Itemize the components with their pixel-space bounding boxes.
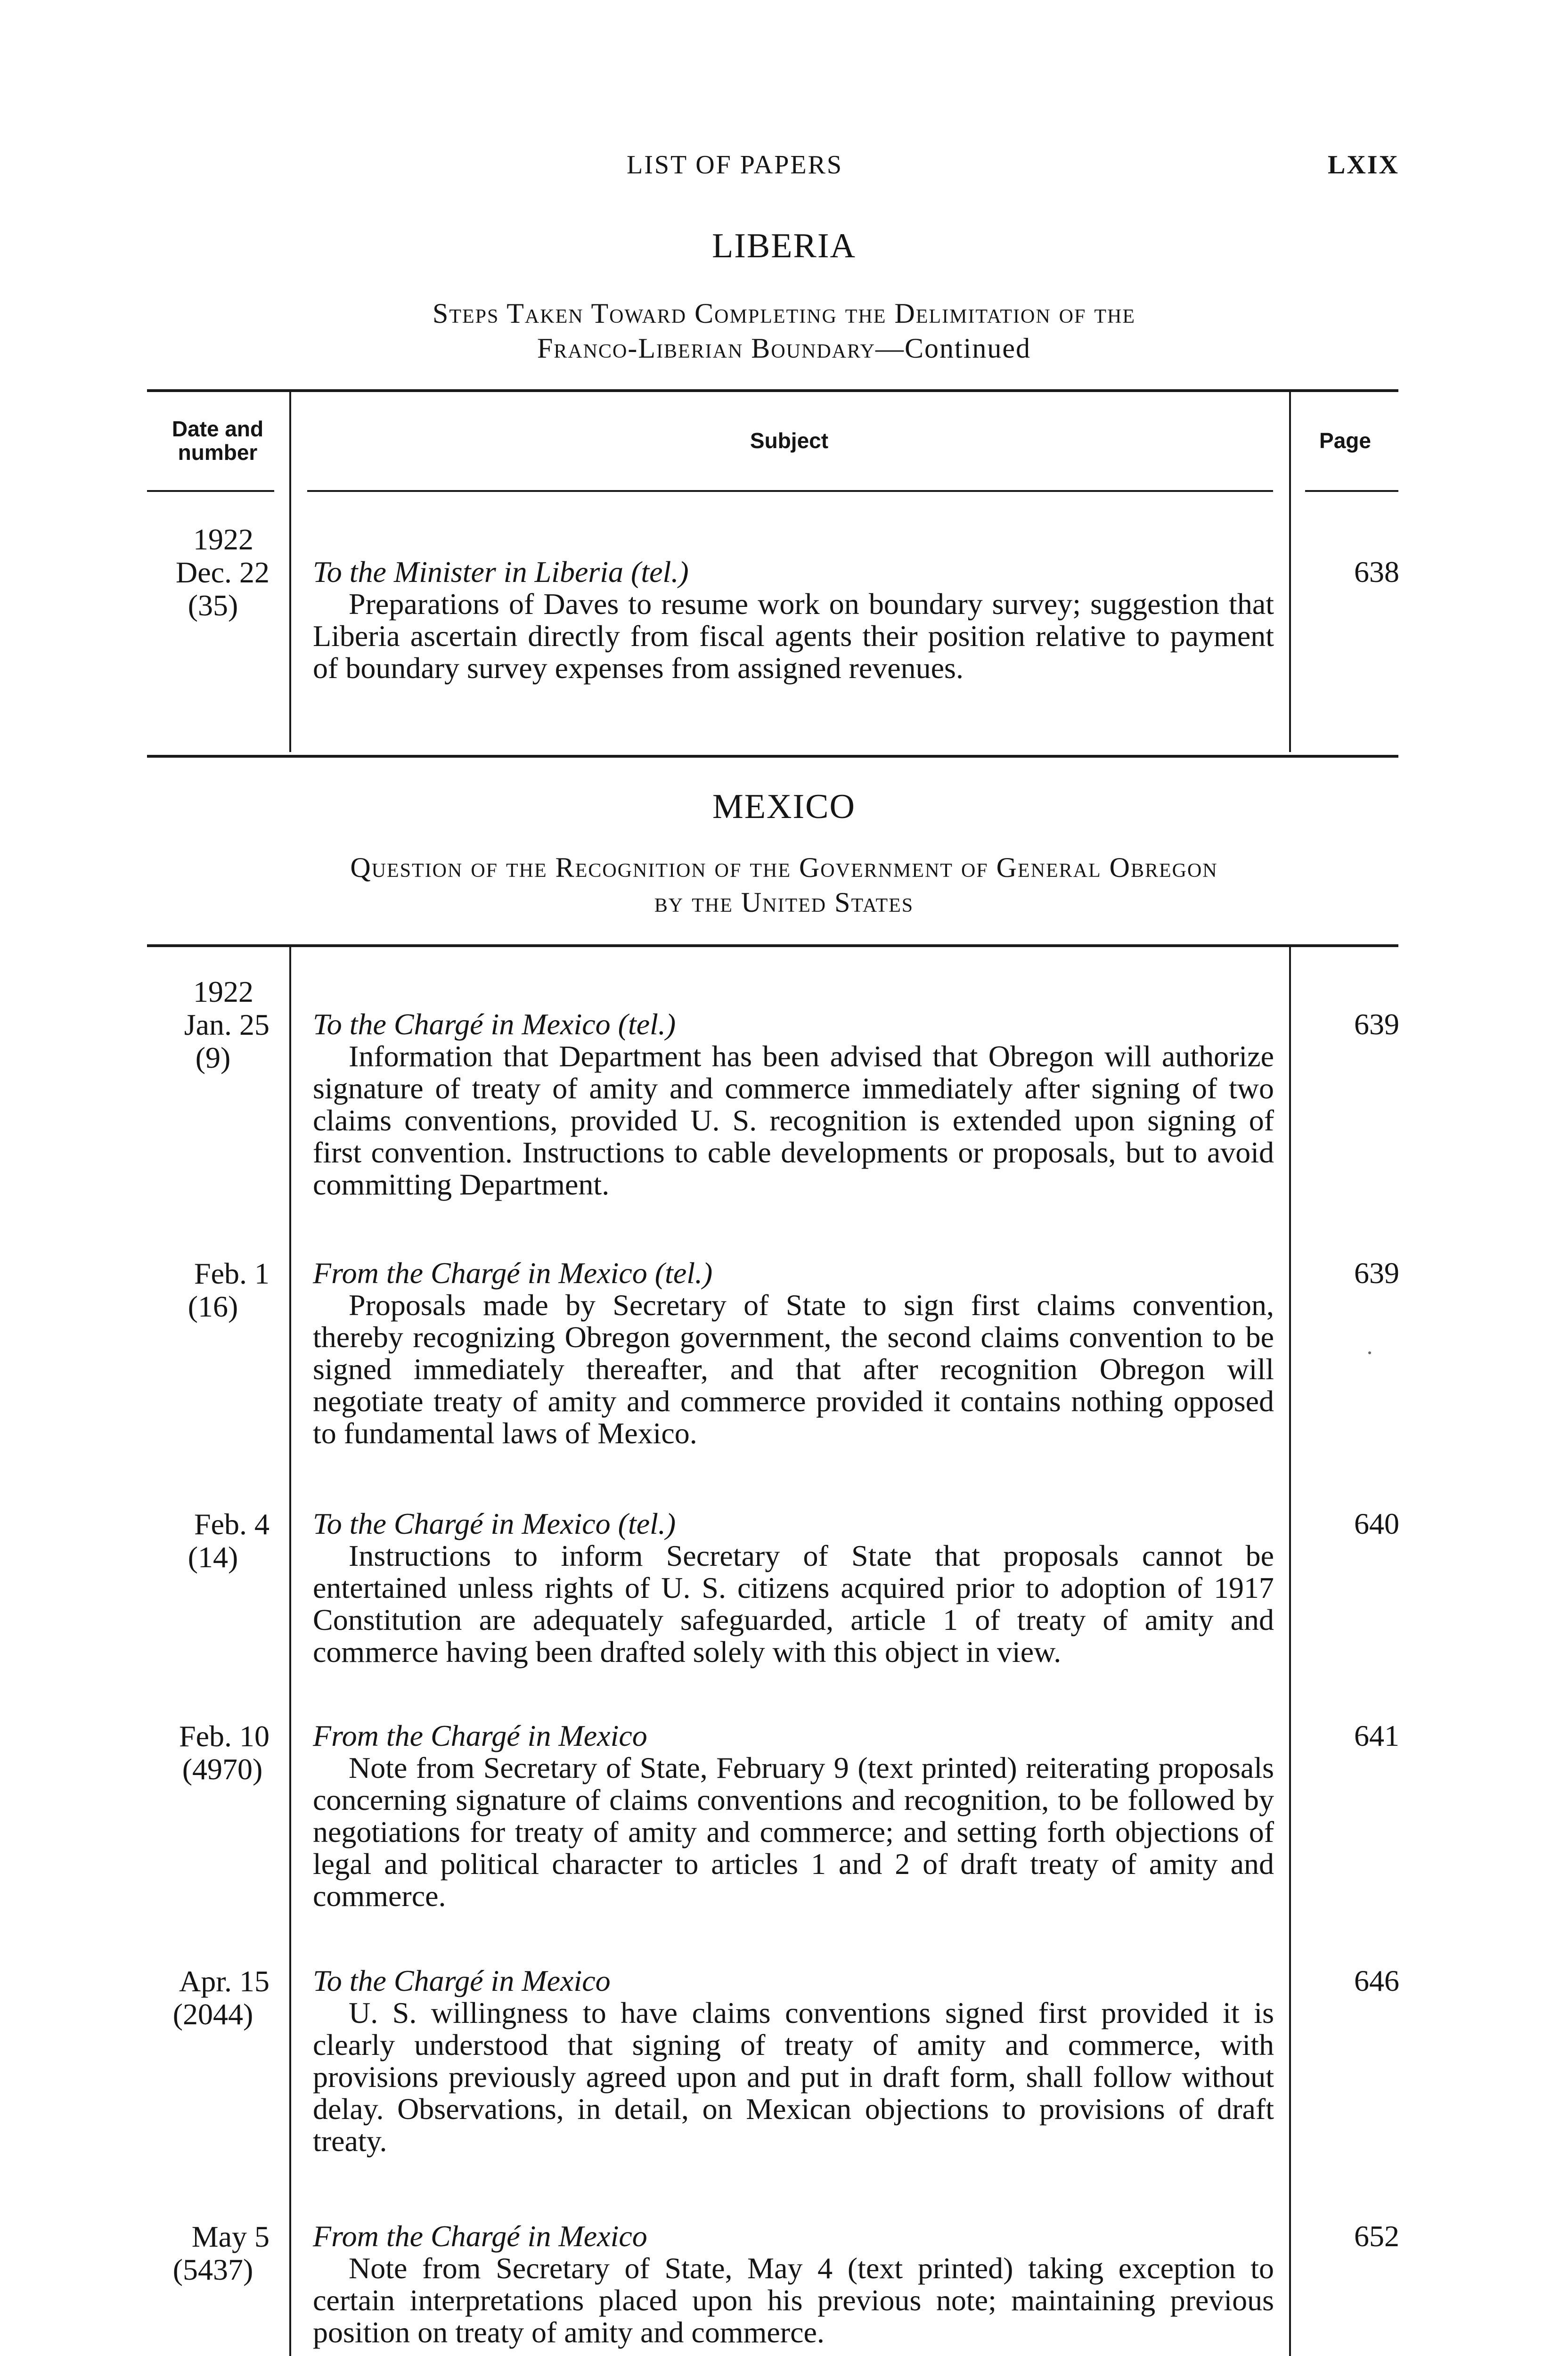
entry-date: May 5 [191, 2220, 270, 2253]
liberia-continued: —Continued [875, 333, 1031, 364]
liberia-table-top-rule [147, 389, 1398, 392]
entry-date: Dec. 22 [175, 556, 270, 589]
mexico-table-top-rule [147, 944, 1398, 947]
liberia-column-divider-right [1289, 391, 1291, 752]
print-speck [1368, 1351, 1371, 1354]
entry-page-ref: 638 [1354, 555, 1399, 589]
entry-number: (4970) [182, 1752, 263, 1786]
liberia-column-divider-left [289, 391, 291, 752]
entry-page-ref: 639 [1354, 1256, 1399, 1290]
entry-page-ref: 640 [1354, 1507, 1399, 1540]
entry-date: Feb. 1 [194, 1257, 270, 1290]
liberia-subject-line2-wrap [0, 331, 1568, 366]
liberia-table-bottom-rule [147, 755, 1398, 758]
entry-number: (16) [188, 1290, 238, 1323]
entry-summary: Note from Secretary of State, May 4 (text printed) taking exception to certain interpretations placed upon his previous note; maintaining previous position on treaty of amity and commerce. [313, 2251, 1274, 2349]
liberia-subject-heading [0, 296, 1568, 366]
entry-date: Feb. 10 [179, 1719, 270, 1753]
entry-title: From the Chargé in Mexico [313, 1719, 647, 1752]
liberia-subject-line1: Steps Taken Toward Completing the Delimitation of the [432, 298, 1136, 329]
entry-title: To the Chargé in Mexico (tel.) [313, 1007, 676, 1041]
mexico-subject-line2: by the United States [654, 887, 914, 918]
entry-summary: Preparations of Daves to resume work on boundary survey; suggestion that Liberia ascertain directly from fiscal agents their position relative to payment of boundary survey expenses from assigned revenues. [313, 587, 1274, 685]
entry-title: From the Chargé in Mexico (tel.) [313, 1256, 713, 1290]
entry-date: Apr. 15 [179, 1964, 270, 1998]
mexico-subject-line1: Question of the Recognition of the Government of General Obregon [350, 852, 1218, 883]
entry-title: To the Chargé in Mexico [313, 1964, 611, 1997]
entry-summary: Information that Department has been advised that Obregon will authorize signature of treaty of amity and commerce immediately after signing of two claims conventions, provided U. S. recognition is extended upon signing of first convention. Instructions to cable developments or proposals, but to avoid committing Department. [313, 1039, 1274, 1201]
column-header-subject: Subject [750, 428, 829, 453]
mexico-year: 1922 [193, 975, 253, 1008]
column-header-date: Date and number [172, 417, 264, 465]
entry-summary: U. S. willingness to have claims conventions signed first provided it is clearly understood that signing of treaty of amity and commerce, with provisions previously agreed upon and put in draft form, shall follow without delay. Observations, in detail, on Mexican objections to provisions of draft treaty. [313, 1996, 1274, 2158]
entry-number: (9) [195, 1041, 231, 1074]
entry-number: (14) [188, 1540, 238, 1574]
column-header-page: Page [1319, 428, 1371, 453]
entry-page-ref: 639 [1354, 1007, 1399, 1041]
entry-summary: Note from Secretary of State, February 9 (text printed) reiterating proposals concerning signature of claims conventions and recognition, to be followed by negotiations for treaty of amity and commerce; and setting forth objections of legal and political character to articles 1 and 2 of draft treaty of amity and commerce. [313, 1751, 1274, 1913]
running-title: LIST OF PAPERS [627, 150, 843, 180]
entry-date: Jan. 25 [184, 1008, 270, 1041]
entry-summary: Instructions to inform Secretary of State that proposals cannot be entertained unless rights of U. S. citizens acquired prior to adoption of 1917 Constitution are adequately safeguarded, article 1 of treaty of amity and commerce having been drafted solely with this object in view. [313, 1539, 1274, 1669]
page-number: LXIX [1327, 150, 1399, 180]
liberia-year: 1922 [193, 523, 253, 556]
entry-page-ref: 652 [1354, 2219, 1399, 2253]
entry-date: Feb. 4 [194, 1507, 270, 1541]
liberia-subject-line2: Franco-Liberian Boundary [537, 333, 876, 364]
liberia-header-rule-page [1305, 490, 1398, 492]
mexico-column-divider-right [1289, 946, 1291, 2356]
entry-title: To the Minister in Liberia (tel.) [313, 555, 689, 589]
entry-title: From the Chargé in Mexico [313, 2219, 647, 2253]
entry-summary: Proposals made by Secretary of State to sign first claims convention, thereby recognizing Obregon government, the second claims convention to be signed immediately thereafter, and that after recognition Obregon will negotiate treaty of amity and commerce provided it contains nothing opposed to fundamental laws of Mexico. [313, 1288, 1274, 1450]
mexico-column-divider-left [289, 946, 291, 2356]
section-title-mexico: MEXICO [712, 787, 856, 826]
liberia-header-rule-date [147, 490, 274, 492]
section-title-liberia: LIBERIA [712, 227, 856, 265]
liberia-header-rule-subject [307, 490, 1273, 492]
entry-page-ref: 646 [1354, 1964, 1399, 1997]
entry-page-ref: 641 [1354, 1719, 1399, 1752]
entry-number: (2044) [172, 1997, 253, 2031]
entry-number: (5437) [172, 2253, 253, 2286]
entry-number: (35) [188, 589, 238, 622]
entry-title: To the Chargé in Mexico (tel.) [313, 1507, 676, 1540]
mexico-subject-heading [0, 850, 1568, 920]
